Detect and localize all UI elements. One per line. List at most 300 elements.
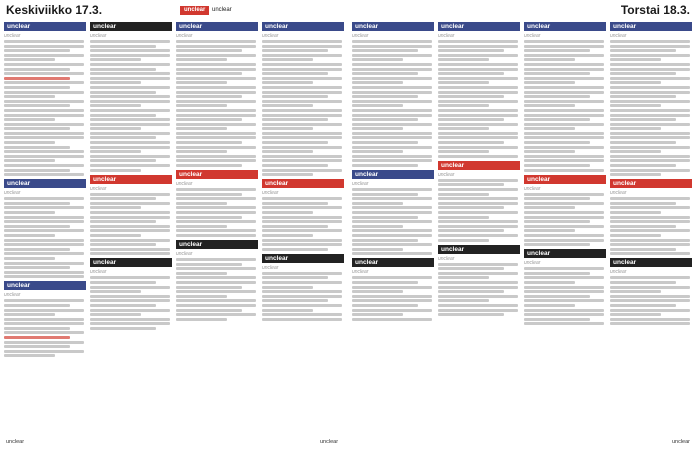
program-line [610,77,690,80]
program-line [4,49,70,52]
channel-name: unclear [352,22,434,31]
program-line [610,136,690,139]
program-line [438,114,518,117]
day-heading-left: Keskiviikko 17.3. [6,3,103,17]
program-line [4,146,70,149]
program-line [610,45,690,48]
program-line [262,206,342,209]
program-line [90,40,170,43]
program-line [4,318,84,321]
program-line [262,127,313,130]
program-line [262,109,342,112]
program-line [524,86,604,89]
program-line [4,234,55,237]
program-line [90,290,141,293]
program-line [524,45,604,48]
program-line [4,216,84,219]
program-listing-text: unclear [262,33,279,39]
program-line [4,341,84,344]
channel-block [352,258,434,320]
program-line [524,197,590,200]
program-line [352,95,418,98]
program-line [610,248,676,251]
program-line [262,49,328,52]
program-line [524,77,604,80]
program-line [352,248,403,251]
program-line [610,127,661,130]
program-line [262,118,328,121]
program-listing-text: unclear [438,33,455,39]
folio-center: unclear [320,439,339,445]
program-line [524,272,590,275]
program-line [438,290,504,293]
program-line [90,146,170,149]
program-line [438,276,489,279]
program-line [4,123,84,126]
program-line [610,322,690,325]
program-line [524,164,590,167]
channel-name: unclear [524,22,606,31]
program-line [352,164,418,167]
program-line [438,58,489,61]
program-line [262,136,342,139]
program-line [90,248,170,251]
program-line [262,146,342,149]
program-line [176,225,227,228]
channel-block [438,22,520,158]
program-line [4,155,84,158]
program-line [4,91,84,94]
program-line [4,304,70,307]
program-line [176,109,256,112]
channel-block [610,179,692,255]
channel-name: unclear [610,22,692,31]
program-line [352,114,432,117]
channel-name: unclear [438,161,520,170]
program-line [610,58,661,61]
program-line [4,40,84,43]
program-line [438,109,518,112]
program-line [438,49,504,52]
program-line [176,318,227,321]
program-line [610,169,690,172]
program-line [262,95,328,98]
program-line [524,281,575,284]
program-line [176,286,242,289]
program-line [524,72,590,75]
program-line [438,91,518,94]
program-line [262,68,342,71]
program-line [524,216,604,219]
program-line [352,45,432,48]
program-listing-text: unclear [438,255,455,262]
channel-block [90,175,172,256]
program-line [262,164,328,167]
program-line [524,123,604,126]
channel-name: unclear [262,254,344,263]
program-line [438,150,489,153]
program-line [610,150,661,153]
program-line [90,313,141,316]
program-line [438,263,518,266]
program-line [352,197,432,200]
program-line [4,109,84,112]
channel-name: unclear [176,240,258,249]
program-line [4,206,84,209]
program-line [524,225,604,228]
channel-name: unclear [610,258,692,267]
folio-left: unclear [6,439,25,445]
program-line [352,109,432,112]
program-line [176,155,256,158]
program-line [438,40,518,43]
program-line [90,114,156,117]
program-line [524,304,575,307]
listing-column [610,22,692,436]
program-line [524,155,604,158]
channel-name: unclear [438,245,520,254]
program-line [438,100,518,103]
program-line [352,286,432,289]
program-line [90,109,170,112]
program-line [352,127,403,130]
program-line [610,132,690,135]
program-line [176,234,256,237]
program-line [90,206,141,209]
program-line [610,197,690,200]
program-line [262,77,342,80]
program-line [4,159,55,162]
program-line [262,313,342,316]
program-line [352,318,432,321]
program-line [176,127,227,130]
program-line [352,290,403,293]
program-line [524,49,590,52]
program-line [262,304,342,307]
program-line [610,276,690,279]
program-line [176,118,242,121]
program-line [90,54,170,57]
program-line [438,286,518,289]
program-line [262,169,342,172]
program-line [176,58,227,61]
program-line [4,95,55,98]
program-line [262,150,313,153]
program-listing-text: unclear [176,250,193,257]
program-line [90,159,156,162]
program-line [352,216,418,219]
program-line [4,104,70,107]
program-line [438,81,489,84]
program-line [90,243,156,246]
program-line [176,86,256,89]
program-line [4,136,84,139]
program-line [262,220,342,223]
program-line [438,197,518,200]
program-line [262,290,342,293]
channel-block [262,254,344,321]
program-line [610,229,690,232]
program-line [262,234,313,237]
program-line [610,40,690,43]
program-line [610,295,690,298]
program-line [176,49,242,52]
program-line [262,286,313,289]
program-line [176,54,256,57]
program-line [4,243,84,246]
program-line [352,81,403,84]
program-line [352,234,432,237]
program-line [4,100,84,103]
program-line [352,281,418,284]
program-line [4,63,84,66]
program-line [90,216,170,219]
program-line [610,146,690,149]
program-line [90,155,170,158]
program-line [176,136,256,139]
program-line [610,91,690,94]
program-line [176,299,256,302]
program-line [438,281,518,284]
program-line [90,141,170,144]
program-listing-text: unclear [524,185,541,192]
program-listing-text: unclear [524,260,541,267]
channel-name: unclear [4,22,86,31]
program-line [524,95,590,98]
channel-name: unclear [610,179,692,188]
channel-name: unclear [90,258,172,267]
program-line [176,91,256,94]
program-line [352,91,432,94]
program-line [176,197,256,200]
program-line [176,281,256,284]
program-line [262,104,313,107]
channel-block [262,22,344,176]
program-line [438,299,489,302]
program-line [176,211,256,214]
section-tagline: unclear [212,7,232,13]
program-line [524,243,590,246]
program-listing-text: unclear [262,190,279,197]
program-line [4,262,84,265]
program-line [262,63,342,66]
program-line [524,136,604,139]
program-line [4,202,70,205]
program-line [438,141,504,144]
program-line [438,86,518,89]
program-line [524,309,604,312]
program-line [176,295,227,298]
program-line [524,118,590,121]
program-line [4,327,70,330]
program-line [262,91,342,94]
program-line [524,109,604,112]
program-line [438,188,518,191]
program-line [610,225,676,228]
program-line [262,141,328,144]
listing-column [90,22,172,436]
program-line [438,229,504,232]
program-line [90,193,170,196]
program-line [90,234,141,237]
program-line [176,150,227,153]
channel-name: unclear [176,170,258,179]
program-line [524,68,604,71]
program-line [352,202,403,205]
program-line [262,299,328,302]
program-line [90,63,170,66]
program-line [438,304,518,307]
program-line [610,299,690,302]
program-line [4,54,84,57]
program-listing-text: unclear [4,190,21,197]
program-line [352,225,403,228]
program-line [90,58,141,61]
program-line [262,197,342,200]
program-line [352,100,432,103]
channel-name: unclear [438,22,520,31]
program-line [610,313,661,316]
program-line [4,271,84,274]
program-line [176,202,227,205]
program-line [610,243,690,246]
program-line [352,220,432,223]
program-line [524,286,604,289]
program-line [90,252,170,255]
channel-block [4,179,86,278]
channel-block [176,170,258,237]
program-line [90,229,170,232]
program-listing-text: unclear [438,171,455,178]
channel-name: unclear [352,170,434,179]
program-line [610,239,690,242]
program-line [90,81,141,84]
program-line [352,239,418,242]
program-line [4,331,84,334]
program-line [176,272,227,275]
program-line [438,68,518,71]
spread-header [0,0,696,22]
program-line [524,132,604,135]
program-line [352,206,432,209]
channel-block [524,175,606,247]
program-line [524,193,604,196]
program-line [524,63,604,66]
program-line [4,275,84,278]
program-line [352,86,432,89]
program-line [90,77,170,80]
channel-name: unclear [4,281,86,290]
channel-block [352,170,434,255]
program-line [176,164,242,167]
program-line [262,54,342,57]
program-line [262,114,342,117]
program-line [262,132,342,135]
program-line [352,123,432,126]
program-line [524,318,590,321]
program-line [438,63,518,66]
program-line [90,318,170,321]
program-line [438,239,489,242]
program-line [524,150,575,153]
program-line [438,309,518,312]
program-line [262,211,313,214]
program-listing-text: unclear [352,181,369,188]
program-line [352,243,432,246]
program-line [438,155,518,158]
program-line [438,118,504,121]
program-line [610,118,676,121]
program-line [262,243,342,246]
program-line [352,146,432,149]
section-badge: unclear [180,6,209,15]
program-line [4,257,55,260]
program-line [4,239,84,242]
program-line [176,220,256,223]
program-line [524,40,604,43]
program-line [262,281,342,284]
program-line [90,169,141,172]
program-line [438,95,504,98]
highlighted-program-line [4,77,70,80]
program-line [524,104,575,107]
program-line [4,354,55,357]
program-line [438,179,518,182]
program-line [262,295,342,298]
program-line [352,77,432,80]
program-line [438,127,489,130]
program-line [176,313,256,316]
program-line [262,123,342,126]
program-line [610,100,690,103]
listing-column [438,22,520,436]
program-line [610,114,690,117]
program-line [90,49,170,52]
program-line [90,322,170,325]
program-line [90,136,156,139]
program-line [262,276,328,279]
program-line [610,309,690,312]
program-line [4,248,70,251]
program-line [524,169,604,172]
program-line [4,132,84,135]
program-line [4,345,70,348]
program-line [176,72,242,75]
program-line [524,54,604,57]
program-line [176,45,256,48]
program-line [90,220,156,223]
program-line [610,290,661,293]
program-listing-text: unclear [610,269,627,276]
program-line [4,72,84,75]
program-line [262,173,313,176]
program-line [438,132,518,135]
listing-column [352,22,434,436]
program-line [438,216,489,219]
program-line [438,77,518,80]
program-line [610,123,690,126]
program-line [4,45,84,48]
program-line [610,86,690,89]
program-line [262,318,342,321]
program-line [610,95,676,98]
program-line [352,63,432,66]
program-line [90,68,156,71]
program-line [176,267,256,270]
program-line [524,206,575,209]
program-line [352,132,432,135]
program-line [4,81,84,84]
